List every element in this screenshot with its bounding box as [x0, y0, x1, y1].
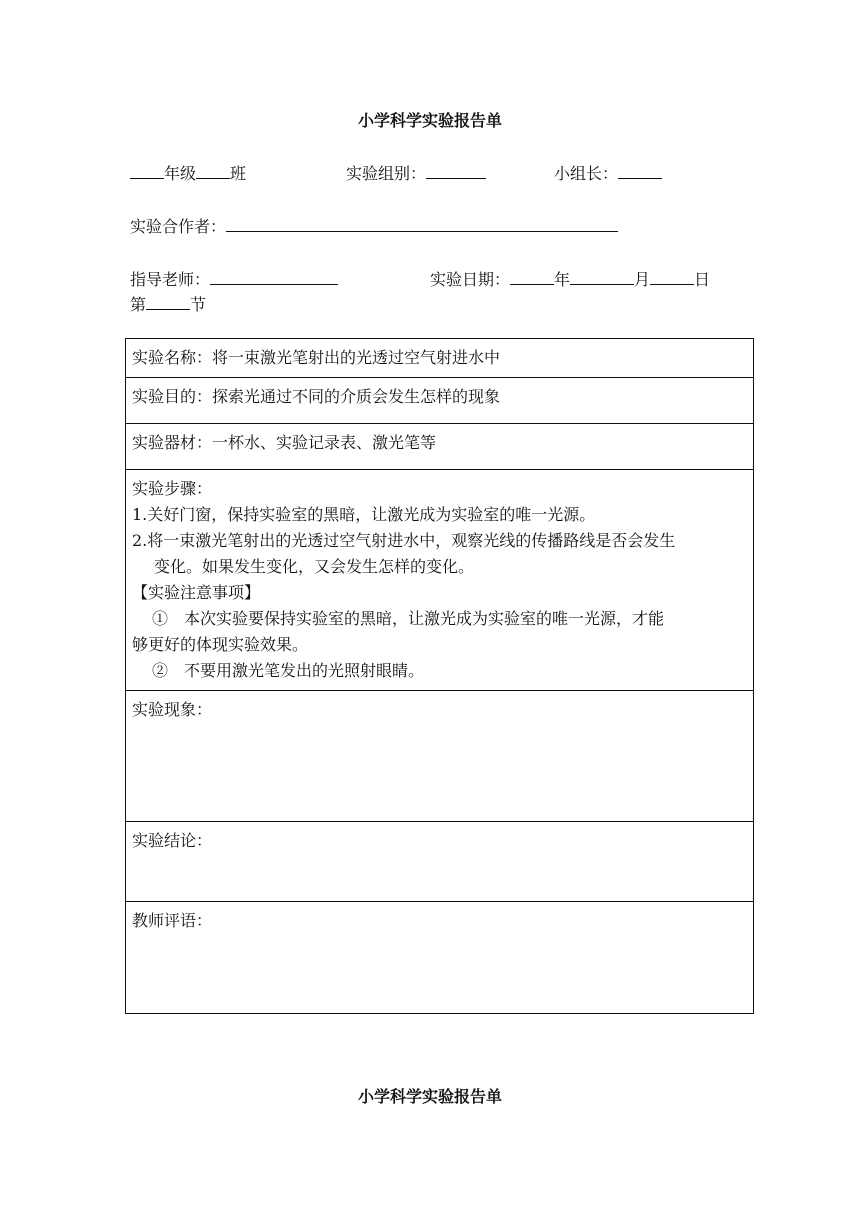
date-label: 实验日期： — [430, 270, 511, 289]
month-blank[interactable] — [570, 270, 634, 285]
conclusion-label: 实验结论： — [132, 831, 213, 850]
day-label: 日 — [694, 270, 711, 289]
grade-blank[interactable] — [130, 164, 164, 179]
experiment-name: 实验名称：将一束激光笔射出的光透过空气射进水中 — [126, 339, 754, 378]
year-label: 年 — [554, 270, 571, 289]
class-blank[interactable] — [196, 164, 230, 179]
month-label: 月 — [634, 270, 651, 289]
experiment-materials: 实验器材：一杯水、实验记录表、激光笔等 — [126, 424, 754, 470]
experiment-purpose: 实验目的：探索光通过不同的介质会发生怎样的现象 — [126, 378, 754, 424]
note-1: ① 本次实验要保持实验室的黑暗，让激光成为实验室的唯一光源，才能 — [152, 609, 665, 628]
experiment-steps — [126, 470, 754, 691]
period-suffix: 节 — [190, 295, 207, 314]
comment-label: 教师评语： — [132, 911, 213, 930]
teacher-blank[interactable] — [210, 270, 338, 285]
step-2: 2.将一束激光笔射出的光透过空气射进水中，观察光线的传播路线是否会发生 — [132, 531, 676, 550]
period-blank[interactable] — [146, 295, 190, 310]
page-title: 小学科学实验报告单 — [357, 111, 502, 130]
day-blank[interactable] — [650, 270, 694, 285]
phenomenon-label: 实验现象： — [132, 700, 213, 719]
partner-blank[interactable] — [226, 217, 618, 232]
partner-line — [130, 214, 618, 237]
conclusion-cell[interactable] — [126, 822, 754, 902]
date-line — [430, 267, 710, 290]
partner-label: 实验合作者： — [130, 217, 227, 236]
step-2-continued: 变化。如果发生变化，又会发生怎样的变化。 — [154, 557, 475, 576]
year-blank[interactable] — [510, 270, 554, 285]
teacher-label: 指导老师： — [130, 270, 211, 289]
grade-label: 年级 — [164, 164, 197, 183]
group-line — [346, 161, 486, 184]
notes-title: 【实验注意事项】 — [132, 583, 261, 602]
phenomenon-cell[interactable] — [126, 691, 754, 822]
note-1-continued: 够更好的体现实验效果。 — [132, 635, 309, 654]
leader-label: 小组长： — [554, 164, 619, 183]
steps-label: 实验步骤： — [132, 479, 213, 498]
grade-class-line — [130, 161, 246, 184]
period-prefix: 第 — [130, 295, 147, 314]
report-table — [125, 338, 754, 1014]
note-2: ② 不要用激光笔发出的光照射眼睛。 — [152, 661, 425, 680]
group-label: 实验组别： — [346, 164, 427, 183]
comment-cell[interactable] — [126, 902, 754, 1014]
leader-blank[interactable] — [618, 164, 662, 179]
next-page-title: 小学科学实验报告单 — [357, 1087, 502, 1106]
class-label: 班 — [230, 164, 247, 183]
leader-line — [554, 161, 662, 184]
teacher-line — [130, 267, 338, 290]
step-1: 1.关好门窗，保持实验室的黑暗，让激光成为实验室的唯一光源。 — [132, 505, 596, 524]
group-blank[interactable] — [426, 164, 486, 179]
period-line — [130, 292, 206, 315]
